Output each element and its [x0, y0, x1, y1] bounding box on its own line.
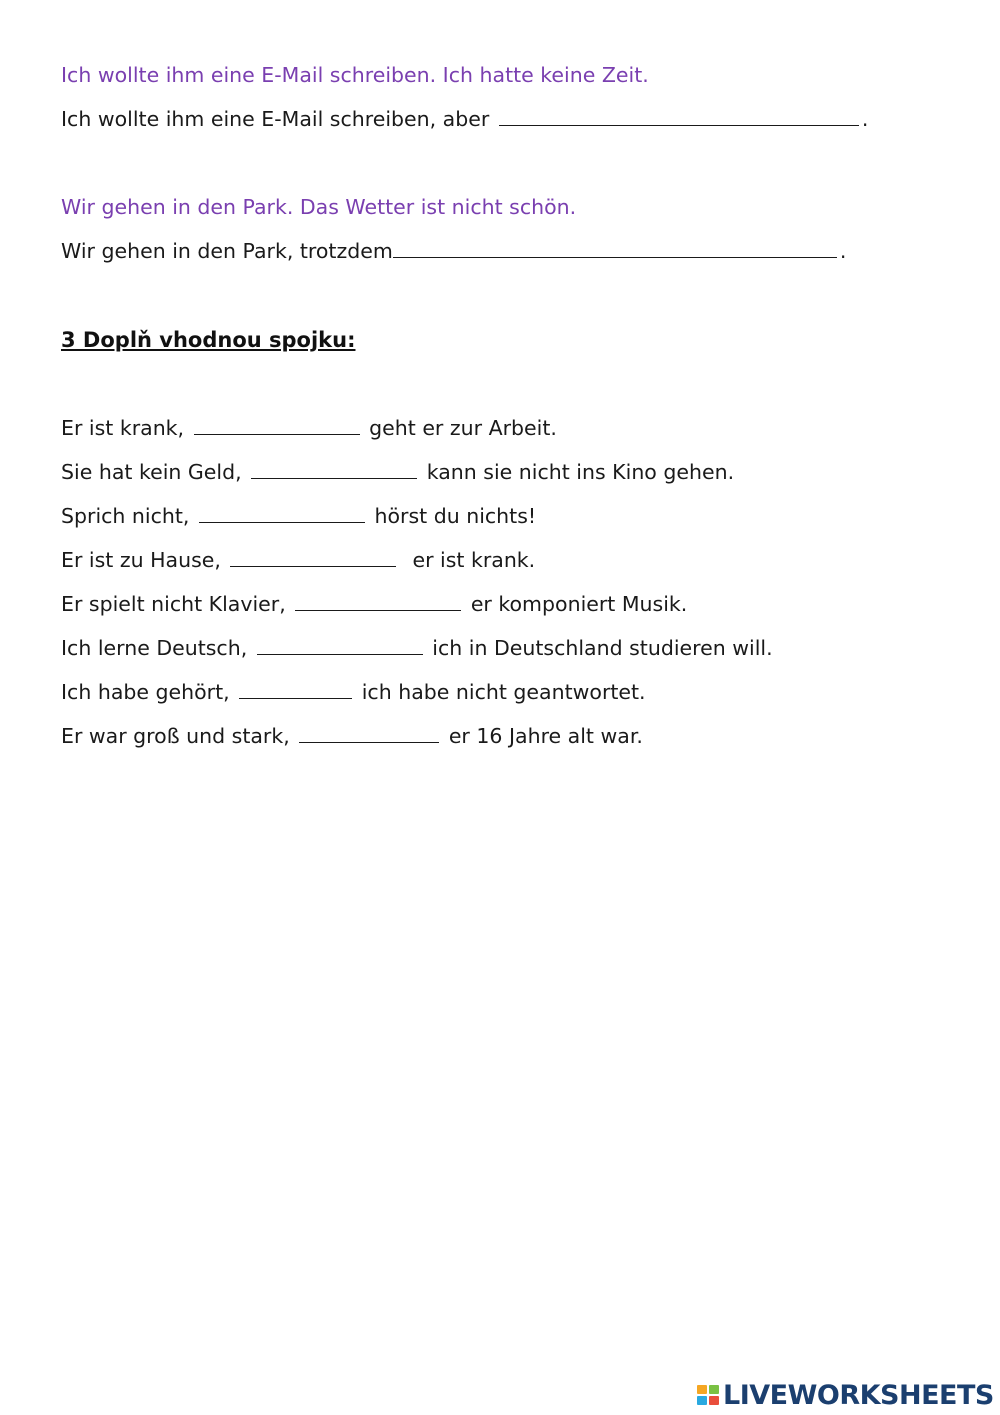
- sentence-6-before: Ich lerne Deutsch,: [61, 636, 248, 660]
- conjunction-sentence-1: [61, 414, 557, 442]
- prompt-sentence-2: Wir gehen in den Park. Das Wetter ist nicht schön.: [61, 195, 577, 219]
- answer-blank-2[interactable]: [393, 253, 837, 258]
- conjunction-blank-2[interactable]: [251, 474, 417, 479]
- answer-line-2: [61, 237, 846, 265]
- sentence-2-after: kann sie nicht ins Kino gehen.: [426, 460, 735, 484]
- sentence-8-after: er 16 Jahre alt war.: [448, 724, 643, 748]
- sentence-2-before: Sie hat kein Geld,: [61, 460, 242, 484]
- conjunction-sentence-6: [61, 634, 773, 662]
- liveworksheets-logo-text: LIVEWORKSHEETS: [723, 1379, 994, 1411]
- sentence-6-after: ich in Deutschland studieren will.: [432, 636, 773, 660]
- sentence-3-after: hörst du nichts!: [374, 504, 537, 528]
- conjunction-blank-4[interactable]: [230, 562, 396, 567]
- conjunction-blank-8[interactable]: [299, 738, 439, 743]
- answer-blank-1[interactable]: [499, 121, 859, 126]
- liveworksheets-logo: [697, 1375, 994, 1415]
- conjunction-sentence-2: [61, 458, 734, 486]
- conjunction-sentence-8: [61, 722, 643, 750]
- answer-end-2: .: [839, 239, 847, 263]
- exercise-3-heading: 3 Doplň vhodnou spojku:: [61, 328, 356, 352]
- answer-text-1: Ich wollte ihm eine E-Mail schreiben, aber: [61, 107, 490, 131]
- conjunction-blank-3[interactable]: [199, 518, 365, 523]
- conjunction-blank-5[interactable]: [295, 606, 461, 611]
- sentence-8-before: Er war groß und stark,: [61, 724, 290, 748]
- conjunction-blank-7[interactable]: [239, 694, 352, 699]
- sentence-3-before: Sprich nicht,: [61, 504, 190, 528]
- sentence-5-after: er komponiert Musik.: [470, 592, 688, 616]
- sentence-5-before: Er spielt nicht Klavier,: [61, 592, 286, 616]
- conjunction-sentence-3: [61, 502, 536, 530]
- conjunction-sentence-7: [61, 678, 646, 706]
- prompt-sentence-1: Ich wollte ihm eine E-Mail schreiben. Ich hatte keine Zeit.: [61, 63, 649, 87]
- conjunction-sentence-5: [61, 590, 687, 618]
- sentence-7-after: ich habe nicht geantwortet.: [361, 680, 646, 704]
- answer-line-1: [61, 105, 868, 133]
- answer-text-2: Wir gehen in den Park, trotzdem: [61, 239, 393, 263]
- conjunction-sentence-4: [61, 546, 535, 574]
- sentence-7-before: Ich habe gehört,: [61, 680, 230, 704]
- answer-end-1: .: [861, 107, 869, 131]
- sentence-4-after: er ist krank.: [405, 548, 536, 572]
- liveworksheets-logo-icon: [697, 1385, 719, 1405]
- sentence-1-before: Er ist krank,: [61, 416, 185, 440]
- conjunction-blank-1[interactable]: [194, 430, 360, 435]
- conjunction-blank-6[interactable]: [257, 650, 423, 655]
- sentence-4-before: Er ist zu Hause,: [61, 548, 221, 572]
- sentence-1-after: geht er zur Arbeit.: [369, 416, 557, 440]
